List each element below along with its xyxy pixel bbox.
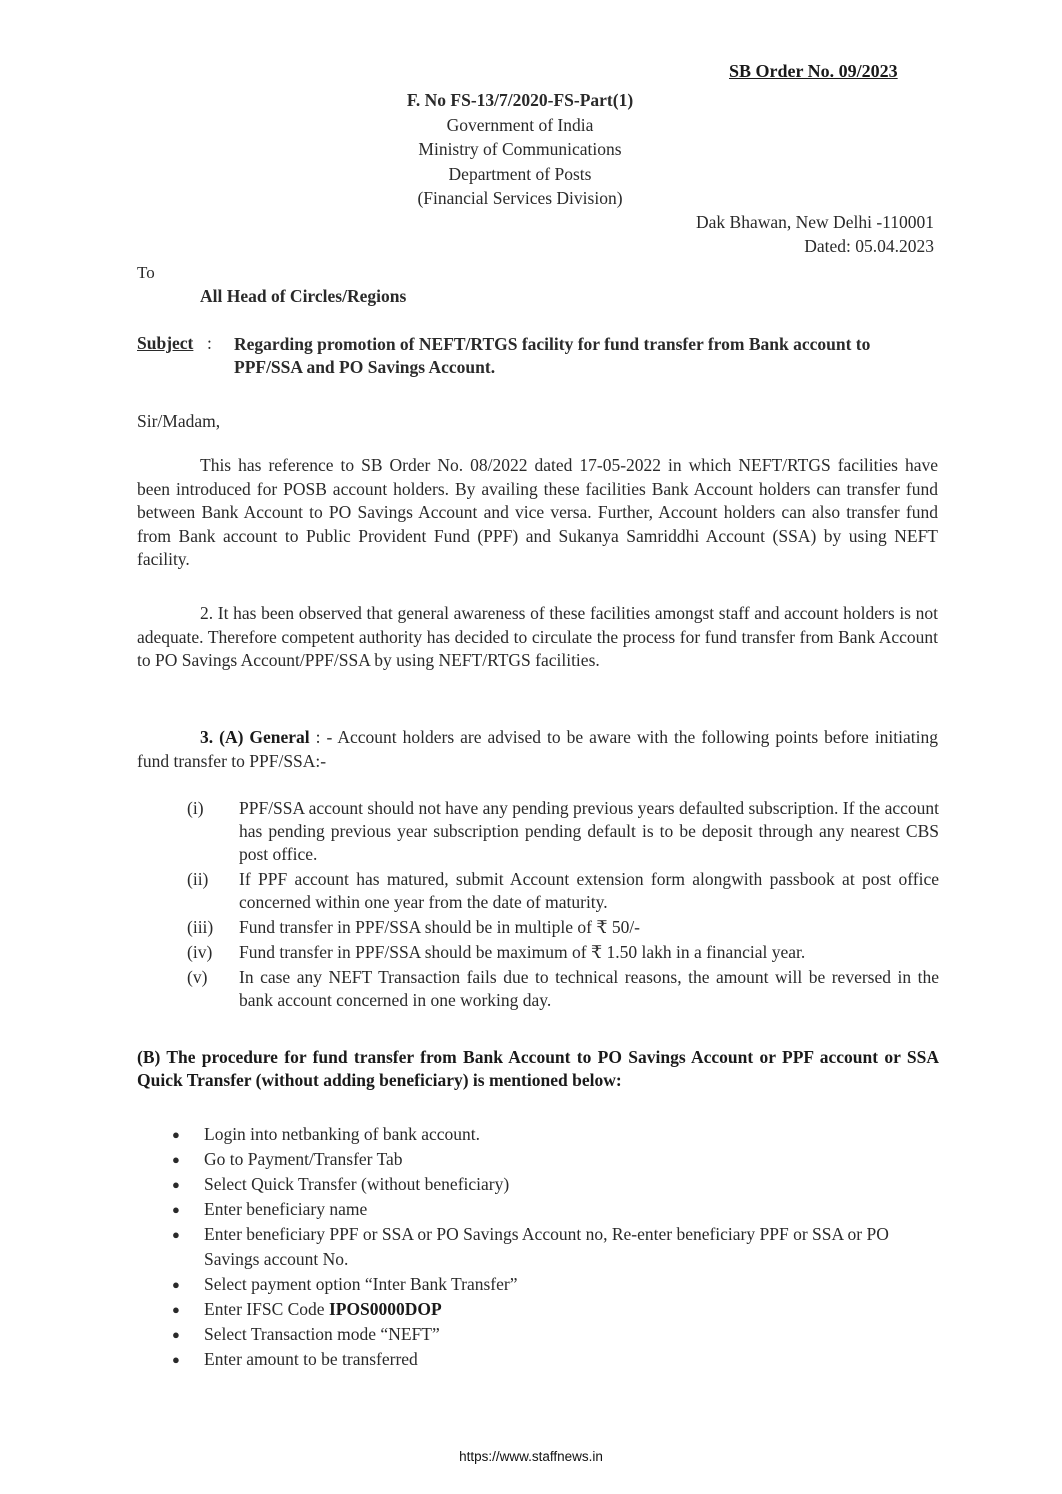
ifsc-code: IPOS0000DOP <box>328 1299 442 1319</box>
place: Dak Bhawan, New Delhi -110001 <box>696 212 934 232</box>
step-text: Enter beneficiary PPF or SSA or PO Savings Account no, Re-enter beneficiary PPF or SSA or PO Savings account No. <box>204 1224 889 1269</box>
procedure-list <box>170 1122 942 1372</box>
footer-url[interactable]: https://www.staffnews.in <box>459 1449 603 1464</box>
place-date-block <box>696 210 934 258</box>
section-a-heading: (A) General <box>219 727 310 747</box>
section-a-text: : - Account holders are advised to be aware with the following points before initiating fund transfer to PPF/SSA:- <box>137 727 939 771</box>
item-text: In case any NEFT Transaction fails due to technical reasons, the amount will be reversed in the bank account concerned in one working day. <box>239 967 939 1010</box>
date: Dated: 05.04.2023 <box>804 236 934 256</box>
list-item <box>187 916 939 939</box>
step-text: Enter amount to be transferred <box>204 1349 418 1369</box>
item-text: Fund transfer in PPF/SSA should be maximum of ₹ 1.50 lakh in a financial year. <box>239 942 806 962</box>
bullet-icon: ● <box>172 1152 180 1167</box>
paragraph-3 <box>137 726 938 773</box>
list-item <box>187 797 939 866</box>
header-line-government: Government of India <box>446 114 594 135</box>
bullet-icon: ● <box>172 1127 180 1142</box>
item-text: Fund transfer in PPF/SSA should be in multiple of ₹ 50/- <box>239 917 641 937</box>
item-number: (ii) <box>187 869 209 889</box>
header-line-department: Department of Posts <box>448 163 592 184</box>
to-label: To <box>137 263 155 282</box>
step-text: Enter beneficiary name <box>204 1199 368 1219</box>
step-text: Enter IFSC Code <box>204 1299 329 1319</box>
general-points-list <box>187 797 939 1014</box>
bullet-icon: ● <box>172 1277 180 1292</box>
item-text: PPF/SSA account should not have any pending previous years defaulted subscription. If the account has pending previous year subscription pending default is to be deposit through any nearest CBS post office. <box>239 798 939 864</box>
bullet-icon: ● <box>172 1227 180 1242</box>
bullet-icon: ● <box>172 1302 180 1317</box>
list-item <box>170 1222 942 1272</box>
list-item <box>170 1297 942 1322</box>
file-number: F. No FS-13/7/2020-FS-Part(1) <box>406 90 634 110</box>
paragraph-1: This has reference to SB Order No. 08/2022 dated 17-05-2022 in which NEFT/RTGS facilities have been introduced for POSB account holders. By availing these facilities Bank Account holders can transfer fund between Bank Account to PO Savings Account and vice versa. Further, Account holders can also transfer fund from Bank account to Public Provident Fund (PPF) and Sukanya Samriddhi Account (SSA) by using NEFT facility. <box>137 455 938 569</box>
bullet-icon: ● <box>172 1202 180 1217</box>
section-b-heading: (B) The procedure for fund transfer from Bank Account to PO Savings Account or PPF account or SSA Quick Transfer (without adding beneficiary) is mentioned below: <box>137 1047 939 1090</box>
item-number: (i) <box>187 798 204 818</box>
list-item <box>170 1347 942 1372</box>
order-number: SB Order No. 09/2023 <box>729 61 898 81</box>
addressee: All Head of Circles/Regions <box>200 286 407 306</box>
list-item <box>170 1322 942 1347</box>
bullet-icon: ● <box>172 1327 180 1342</box>
subject-text: Regarding promotion of NEFT/RTGS facility for fund transfer from Bank account to PPF/SSA and PO Savings Account. <box>234 334 871 377</box>
list-item <box>170 1197 942 1222</box>
list-item <box>187 941 939 964</box>
header-line-division: (Financial Services Division) <box>417 188 623 208</box>
list-item <box>170 1147 942 1172</box>
list-item <box>187 966 939 1012</box>
list-item <box>170 1122 942 1147</box>
bullet-icon: ● <box>172 1352 180 1367</box>
section-a-number: 3. <box>200 727 214 747</box>
item-number: (iii) <box>187 917 214 937</box>
step-text: Select Quick Transfer (without beneficiary) <box>204 1174 510 1194</box>
list-item <box>170 1272 942 1297</box>
step-text: Go to Payment/Transfer Tab <box>204 1149 403 1169</box>
subject-label: Subject <box>137 333 194 353</box>
step-text: Select payment option “Inter Bank Transfer” <box>204 1274 518 1294</box>
header-line-ministry: Ministry of Communications <box>418 139 622 159</box>
letter-header <box>250 88 790 211</box>
item-text: If PPF account has matured, submit Account extension form alongwith passbook at post office concerned within one year from the date of maturity. <box>239 869 939 912</box>
paragraph-2: 2. It has been observed that general awareness of these facilities amongst staff and account holders is not adequate. Therefore competent authority has decided to circulate the process for fund transfer from Bank Account to PO Savings Account/PPF/SSA by using NEFT/RTGS facilities. <box>137 603 938 670</box>
list-item <box>187 868 939 914</box>
item-number: (v) <box>187 967 208 987</box>
item-number: (iv) <box>187 942 213 962</box>
step-text: Select Transaction mode “NEFT” <box>204 1324 440 1344</box>
step-text: Login into netbanking of bank account. <box>204 1124 481 1144</box>
list-item <box>170 1172 942 1197</box>
subject-colon: : <box>207 333 212 353</box>
bullet-icon: ● <box>172 1177 180 1192</box>
salutation: Sir/Madam, <box>137 411 221 431</box>
